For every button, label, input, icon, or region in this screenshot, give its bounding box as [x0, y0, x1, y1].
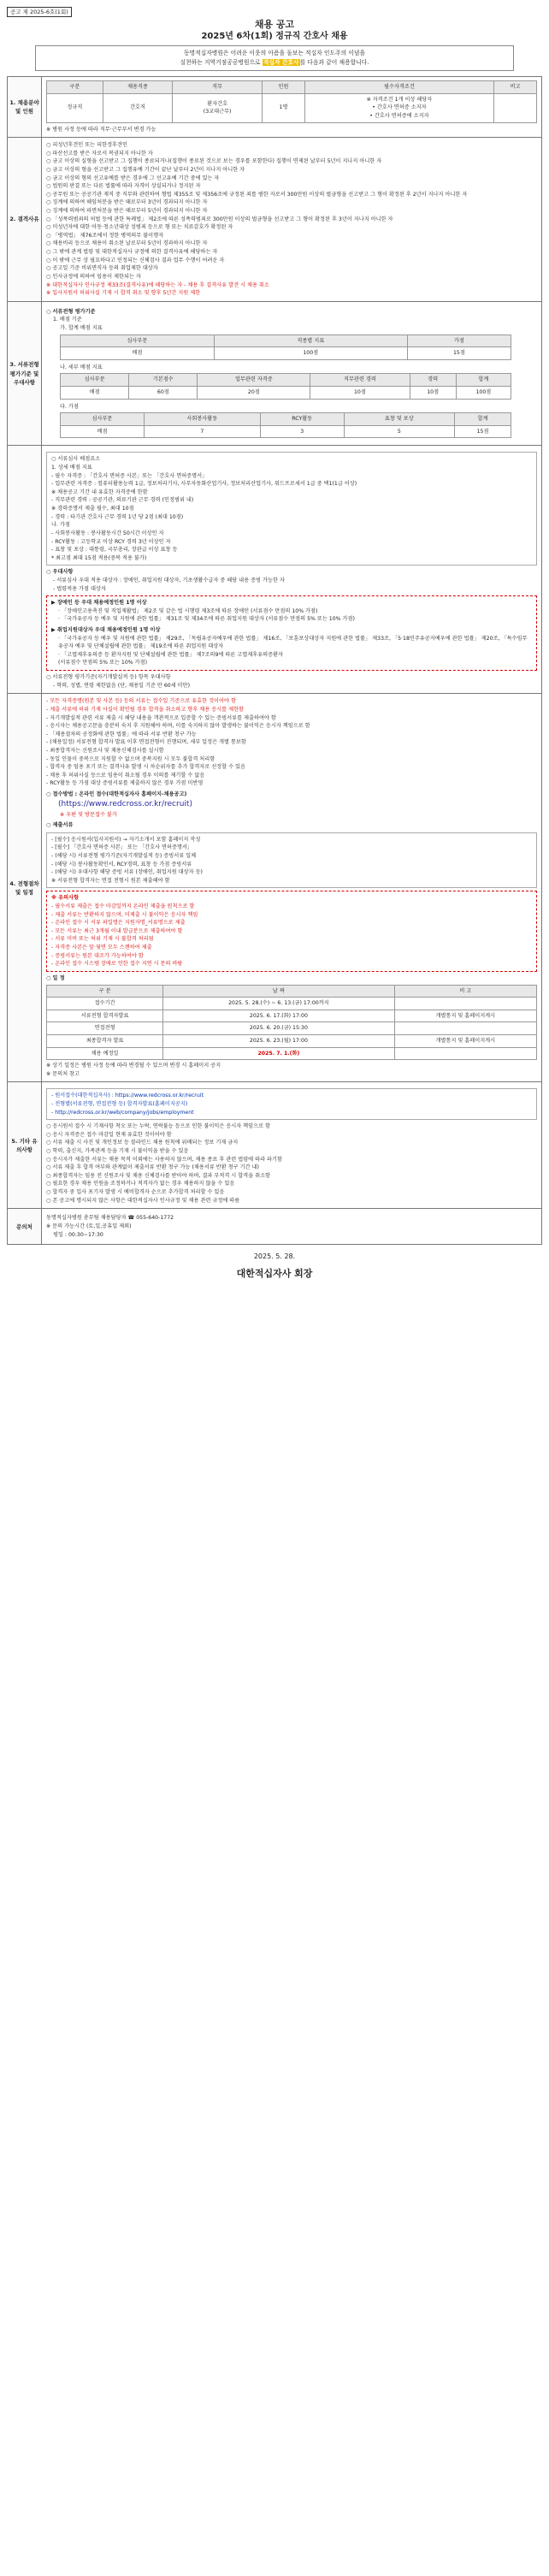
section-label: 문의처 — [8, 1209, 42, 1244]
disqualification-item: ○ 피성년후견인 또는 피한정후견인 — [46, 142, 127, 149]
table-header-cell: 채용직종 — [103, 81, 173, 94]
intro-highlight: 적십자 간호사 — [263, 59, 299, 67]
table-header-cell: 인원 — [262, 81, 304, 94]
process-item: - 자기개발실적 관련 서류 제출 시 해당 내용을 객관적으로 입증할 수 있는 증빙서류를 제출하여야 함 — [46, 714, 276, 721]
schedule-row — [47, 998, 537, 1010]
intro-line2 — [41, 58, 508, 68]
link-item: - 전형별(서류전형, 면접전형 등) 합격자발표(홈페이지공지) — [51, 1100, 188, 1107]
table-header-cell: 가점 — [407, 335, 511, 347]
table-header-cell: 기본점수 — [129, 374, 198, 387]
section-label: 3. 서류전형 평가기준 및 우대사항 — [8, 302, 42, 446]
submit-item: - [필수] 응시원서(입사지원서) → 자기소개서 포함 홈페이지 작성 — [51, 836, 201, 843]
notes-item: ○ 응시자가 제출한 서류는 채용 목적 이외에는 사용하지 않으며, 채용 종료 후 관련 법령에 따라 파기함 — [46, 1156, 282, 1163]
table-cell: 100점 — [456, 387, 511, 400]
schedule-header-cell: 구 분 — [47, 985, 163, 998]
eval-table-detail — [60, 373, 511, 399]
table-header-cell: 구분 — [47, 81, 103, 94]
eval-sub1: 1. 배점 기준 — [53, 317, 82, 323]
process-red-item: - 제출 서류에 허위 기재 사실이 확인될 경우 합격을 취소하고 향후 채용 응시를 제한함 — [46, 706, 245, 713]
table-cell: 60점 — [129, 387, 198, 400]
link-item: - 원서접수(대한적십자사) : https://www.redcross.or.kr/recruit — [51, 1093, 204, 1099]
apply-note: ※ 우편 및 방문접수 불가 — [60, 811, 117, 818]
eval-detail-item: - 사회봉사활동 : 봉사활동시간 50시간 이상인 자 — [51, 530, 164, 536]
disqualification-item: ○ 법원의 판결 또는 다른 법률에 따라 자격이 상실되거나 정지된 자 — [46, 183, 201, 190]
submit-box — [46, 832, 537, 889]
intro-box — [35, 45, 514, 71]
intro-line2-post: 를 다음과 같이 채용합니다. — [299, 59, 369, 67]
warning-item: - 서류 미비 또는 허위 기재 시 불합격 처리됨 — [51, 936, 154, 943]
disqualification-item: ○ 금고 이상의 형의 선고유예를 받은 경우에 그 선고유예 기간 중에 있는 자 — [46, 175, 220, 181]
disqualification-item: ○ 징계에 의하여 해임처분을 받은 때로부터 3년이 경과되지 아니한 자 — [46, 199, 208, 206]
pref-sub1-item: · 「국가유공자 등 예우 및 지원에 관한 법률」 제31조 및 제34조에 따른 취업지원 대상자 (서류점수 만점의 5% 또는 10% 가점) — [58, 616, 355, 623]
schedule-cell: 접수기간 — [47, 998, 163, 1010]
apply-head: ○ 접수방법 : 온라인 접수(대한적십자사 홈페이지-채용공고) — [46, 791, 187, 797]
section-recruit — [7, 76, 542, 138]
disqualification-item: ○ 인사규정에 의하여 임용이 제한되는 자 — [46, 273, 141, 280]
process-red-item: - 모든 자격증명(원본 및 사본 등) 등의 서류는 접수일 기준으로 유효한 것이어야 함 — [46, 698, 236, 705]
schedule-header-cell: 날 짜 — [163, 985, 394, 998]
footer-date: 2025. 5. 28. — [253, 1252, 296, 1261]
submit-item: - [필수] 「간호사 면허증 사본」 또는 「간호사 면허증명서」 — [51, 844, 193, 851]
table-cell: 3 — [260, 425, 344, 438]
submit-head: ○ 제출서류 — [46, 822, 74, 829]
table-cell: 15점 — [454, 425, 511, 438]
schedule-row — [47, 1034, 537, 1047]
warning-item: - 증빙서류는 원본 대조가 가능하여야 함 — [51, 952, 144, 959]
page-subtitle: 2025년 6차(1회) 정규직 간호사 채용 — [201, 32, 348, 42]
table-cell: 5 — [344, 425, 454, 438]
section-label: 5. 기타 유의사항 — [8, 1082, 42, 1208]
table-cell: 1명 — [262, 93, 304, 122]
disqualification-item: ○ 그 밖에 관계 법령 및 대한적십자사 규정에 의한 결격사유에 해당하는 자 — [46, 249, 218, 256]
schedule-note: ※ 문의처 참고 — [46, 1070, 80, 1077]
warning-item: - 온라인 접수 시스템 장애로 인한 접수 지연 시 문의 바람 — [51, 961, 183, 968]
eval-detail-item: 나. 가점 — [51, 522, 70, 529]
process-item: - 응시자는 채용공고문을 충분히 숙지 후 지원해야 하며, 이를 숙지하지 않아 발생하는 불이익은 응시자 책임으로 함 — [46, 723, 310, 730]
notes-item: ○ 최종합격자는 임용 전 신원조사 및 채용 신체검사를 받아야 하며, 결과 부적격 시 합격을 취소함 — [46, 1172, 271, 1179]
eval-detail-item: * 최고점 최대 15점 적용(중복 적용 불가) — [51, 554, 147, 561]
pref-sub2-item: · 「국가유공자 등 예우 및 지원에 관한 법률」 제29조, 「독립유공자예우에 관한 법률」 제16조, 「보훈보상대상자 지원에 관한 법률」 제33조, 「5·18민주유공자예우에 관한 법률」 제20조, 「특수임무유공자 예우 및 단체설립에 관한 법률」 제19조에 따른 취업지원 대상자 — [58, 635, 528, 650]
contact-line3: 평일 : 00:30~17:30 — [53, 1231, 103, 1238]
recruit-table — [46, 80, 537, 122]
disqualification-item: ○ 파산선고를 받은 자로서 복권되지 아니한 자 — [46, 150, 153, 157]
eval-sub1a: 가. 합계 배점 지표 — [60, 324, 103, 331]
warning-item: - 모든 서류는 최근 3개월 이내 발급분으로 제출하여야 함 — [51, 927, 183, 934]
pref-sub1: ▶ 장애인 등 우대 채용예정인원 1명 이상 — [51, 600, 147, 607]
notes-item: ○ 응시원서 접수 시 기재사항 착오 또는 누락, 연락불능 등으로 인한 불이익은 응시자 책임으로 함 — [46, 1123, 271, 1130]
pref-head: ○ 우대사항 — [46, 569, 74, 576]
table-header-cell: 심사부문 — [61, 335, 215, 347]
table-cell: ※ 자격조건 1개 이상 해당자 • 간호사 면허증 소지자 • 간호사 면허증에 소지자 — [305, 93, 494, 122]
table-cell: 배점 — [61, 347, 215, 360]
pref-item: - 법령적용 가점 대상자 — [53, 585, 106, 592]
table-header-cell: 업무관련 자격증 — [198, 374, 310, 387]
warning-item: - 자격증 사본은 앞·뒷면 모두 스캔하여 제출 — [51, 945, 152, 951]
schedule-cell: 2025. 7. 1.(화) — [163, 1047, 394, 1060]
recruit-note: ※ 병원 사정 등에 따라 직무·근무부서 변경 가능 — [46, 126, 156, 133]
pref-item: - 서류심사 우대 적용 대상자 : 장애인, 취업지원 대상자, 기초생활수급자 중 해당 내용 증빙 가능한 자 — [53, 577, 285, 583]
pref-sub2: ▶ 취업지원대상자 우대 채용예정인원 1명 이상 — [51, 627, 161, 634]
eval-detail-item: - 경력 : 타기관 간호사 근무 경력 1년 당 2점 (최대 10점) — [51, 513, 184, 520]
notes-item: ○ 본 공고에 명시되지 않은 사항은 대한적십자사 인사규정 및 채용 관련 규정에 따름 — [46, 1197, 240, 1204]
table-header-cell: 비고 — [493, 81, 536, 94]
schedule-head: ○ 일 정 — [46, 974, 65, 981]
eval-detail-item: - RCY활동 : 고등학교 이상 RCY 경력 3년 이상인 자 — [51, 538, 171, 545]
warning-item: - 제출 서류는 반환하지 않으며, 미제출 시 불이익은 응시자 책임 — [51, 911, 198, 918]
notice-number: 공고 제 2025-6호(1회) — [7, 7, 72, 17]
notes-item: ○ 합격자 중 입사 포기자 발생 시 예비합격자 순으로 추가합격 처리할 수 있음 — [46, 1189, 225, 1196]
eval-head: ○ 서류전형 평가기준 — [46, 308, 96, 315]
eval-table-total — [60, 335, 511, 360]
disqualification-note: ※ 입사지원서 허위사실 기재 시 합격 취소 및 향후 5년간 지원 제한 — [46, 290, 201, 297]
submit-item: - (해당 시) 우대사항 해당 증빙 서류 (장애인, 취업지원 대상자 등) — [51, 869, 203, 876]
schedule-cell: 2025. 6. 23.(월) 17:00 — [163, 1034, 394, 1047]
warning-box — [46, 891, 537, 971]
table-header-cell: 필수자격조건 — [305, 81, 494, 94]
notes-item: ○ 서류 제출 시 사진 및 개인정보 등 블라인드 채용 원칙에 위배되는 정보 기재 금지 — [46, 1140, 239, 1146]
eval-detail-item: ○ 서류심사 배점요소 — [51, 456, 101, 463]
disqualification-item: ○ 징계에 의하여 파면처분을 받은 때로부터 5년이 경과되지 아니한 자 — [46, 208, 208, 215]
table-cell: 15점 — [407, 347, 511, 360]
section-evaluation-detail — [7, 446, 542, 694]
submit-item: - (해당 시) 봉사활동확인서, RCY경력, 표창 등 가점 증빙서류 — [51, 861, 192, 868]
schedule-cell: 서류전형 합격자발표 — [47, 1010, 163, 1022]
schedule-cell — [394, 998, 536, 1010]
process-item: - (채용일정) 서류전형 합격자 발표 이후 면접전형이 진행되며, 세부 일정은 개별 통보함 — [46, 739, 246, 746]
table-cell: 7 — [144, 425, 260, 438]
eval-detail-item: 1. 상세 배점 지표 — [51, 465, 92, 471]
table-cell: 100점 — [214, 347, 407, 360]
warning-item: - 필수서류 제출은 접수 마감일까지 온라인 제출을 원칙으로 함 — [51, 903, 195, 910]
eval-detail-item: ※ 채용공고 기간 내 유효한 자격증에 한함 — [51, 489, 148, 495]
table-cell: 배점 — [61, 387, 129, 400]
disqualification-item: ○ 공고일 기준 비위면직자 등의 취업제한 대상자 — [46, 265, 158, 272]
pref-sub2-item: · 「고엽제후유의증 등 환자지원 및 단체설립에 관한 법률」 제7조의9에 따른 고엽제후유의증환자 — [58, 651, 284, 658]
section-contact — [7, 1209, 542, 1245]
process-item: - 채용 후 허위사실 등으로 임용이 취소될 경우 이의를 제기할 수 없음 — [46, 772, 205, 779]
warning-item: - 온라인 접수 시 서류 파일명은 지원자명_서류명으로 제출 — [51, 920, 186, 927]
eval-sub1b: 나. 세부 배점 지표 — [60, 364, 103, 370]
schedule-note: ※ 상기 일정은 병원 사정 등에 따라 변경될 수 있으며 변경 시 홈페이지 공지 — [46, 1063, 221, 1069]
disqualification-item: ○ 채용비리 등으로 채용이 취소된 날로부터 5년이 경과하지 아니한 자 — [46, 240, 208, 247]
eval-detail-item: ※ 경력증명서 제출 필수, 최대 10점 — [51, 506, 134, 512]
table-header-cell: 표창 및 포상 — [344, 413, 454, 426]
table-header-cell: 직무관련 경력 — [310, 374, 410, 387]
intro-line1: 동명적십자병원은 어려운 이웃의 아픔을 돌보는 적십자 인도주의 이념을 — [183, 50, 366, 57]
disqualification-item: ○ 「성폭력범죄의 처벌 등에 관한 특례법」 제2조에 따른 성폭력범죄로 300만원 이상의 벌금형을 선고받고 그 형이 확정된 후 3년이 지나지 아니한 자 — [46, 216, 393, 222]
eval-detail-item: - 표창 및 포상 : 대통령, 국무총리, 장관급 이상 표창 등 — [51, 547, 178, 554]
schedule-cell — [394, 1047, 536, 1060]
eval-sub1c: 다. 가점 — [60, 403, 79, 410]
table-cell: 정규직 — [47, 93, 103, 122]
section-label: 4. 전형절차 및 일정 — [8, 694, 42, 1081]
section-evaluation — [7, 302, 542, 447]
table-header-cell: 심사부문 — [61, 374, 129, 387]
submit-item: - (해당 시) 서류전형 평가기준(자기개발실적 등) 증빙서류 일체 — [51, 852, 197, 859]
pref-list — [46, 577, 537, 593]
contact-line2: ※ 문의 가능시간 (토,일,공휴일 제외) — [46, 1223, 132, 1229]
schedule-cell — [394, 1022, 536, 1035]
intro-line2-pre: 실천하는 지역거점공공병원으로 — [180, 59, 261, 67]
contact-line1: 동명적십자병원 총무팀 채용담당자 ☎ 055-640-1772 — [46, 1215, 174, 1222]
schedule-cell: 채용 예정일 — [47, 1047, 163, 1060]
schedule-row — [47, 1022, 537, 1035]
schedule-table — [46, 985, 537, 1061]
notes-item: ○ 응시 자격증은 접수 마감일 현재 유효한 것이어야 함 — [46, 1131, 172, 1138]
eval-detail-item: - 업무관련 자격증 : 컴퓨터활용능력 1급, 정보처리기사, 사무자동화산업기사, 정보처리산업기사, 워드프로세서 1급 중 택1(1급 이상) — [51, 481, 357, 488]
table-header-cell: 직종별 지표 — [214, 335, 407, 347]
schedule-cell: 2025. 6. 20.(금) 15:30 — [163, 1022, 394, 1035]
schedule-cell: 2025. 6. 17.(화) 17:00 — [163, 1010, 394, 1022]
schedule-row — [47, 1047, 537, 1060]
schedule-header-cell: 비 고 — [394, 985, 536, 998]
table-cell: 10점 — [310, 387, 410, 400]
footer-org: 대한적십자사 회장 — [236, 1267, 313, 1279]
table-cell: 20점 — [198, 387, 310, 400]
schedule-cell: 최종합격자 발표 — [47, 1034, 163, 1047]
process-item: - 합격자 중 임용 포기 또는 결격사유 발생 시 차순위자를 추가 합격자로 선정할 수 있음 — [46, 764, 245, 771]
table-cell: 간호직 — [103, 93, 173, 122]
section-process — [7, 694, 542, 1082]
table-cell: 환자간호 (3교대근무) — [173, 93, 263, 122]
section-label: 1. 채용분야 및 인원 — [8, 77, 42, 137]
eval-detail-box — [46, 452, 537, 566]
notes-item: ○ 서류 제출 후 합격 여부와 관계없이 제출서류 반환 청구 가능 (채용서류 반환 청구 기간 내) — [46, 1164, 259, 1171]
process-item: - RCY활동 등 가점 대상 증빙서류를 제출하지 않은 경우 가점 미반영 — [46, 780, 204, 787]
page-title: 채용 공고 — [254, 19, 295, 31]
table-cell: 10점 — [410, 387, 456, 400]
table-header-cell: 심사부문 — [61, 413, 145, 426]
table-header-cell: 경력 — [410, 374, 456, 387]
pref-foot: ○ 서류전형 평가기준(자기개발실적 등) 항목 우대사항 — [46, 674, 171, 681]
disqualification-item: ○ 금고 이상의 형을 선고받고 그 집행유예 기간이 끝난 날부터 2년이 지나지 아니한 자 — [46, 166, 245, 173]
submit-item: ※ 서류전형 합격자는 면접 전형시 원본 제출해야 함 — [51, 877, 170, 884]
notes-item: ○ 필요한 경우 채용 인원을 조정하거나 적격자가 없는 경우 채용하지 않을 수 있음 — [46, 1181, 235, 1187]
schedule-cell: 2025. 5. 28.(수) ~ 6. 13.(금) 17:00까지 — [163, 998, 394, 1010]
pref-foot2: - 학력, 성별, 연령 제한없음 (단, 채용일 기준 만 60세 미만) — [53, 682, 191, 689]
schedule-row — [47, 1010, 537, 1022]
disqualification-note: ※ 대한적십자사 인사규정 제33조(결격사유)에 해당하는 자 - 채용 후 결격사유 발견 시 채용 취소 — [46, 281, 269, 288]
disqualification-item: ○ 금고 이상의 실형을 선고받고 그 집행이 종료되거나(집행이 종료된 것으로 보는 경우를 포함한다) 집행이 면제된 날부터 5년이 지나지 아니한 자 — [46, 158, 382, 165]
eval-table-bonus — [60, 412, 511, 438]
disqualification-item: ○ 「병역법」 제76조에서 정한 병역의무 불이행자 — [46, 232, 164, 239]
table-header-cell: 사회봉사활동 — [144, 413, 260, 426]
disqualification-item: ○ 미성년자에 대한 아동·청소년대상 성범죄 등으로 형 또는 치료감호가 확정된 자 — [46, 224, 233, 231]
process-item: - 동일 인물이 중복으로 지원할 수 없으며 중복지원 시 모두 불합격 처리함 — [46, 755, 215, 762]
link-item: - http://redcross.or.kr/web/company/jobs/employment — [51, 1109, 194, 1116]
pref-box — [46, 595, 537, 671]
disqualification-item: ○ 이 밖에 근무 상 필요하다고 인정되는 신체검사 결과 업무 수행이 어려운 자 — [46, 257, 225, 264]
notes-item: ○ 학력, 출신지, 가족관계 등을 기재 시 불이익을 받을 수 있음 — [46, 1148, 189, 1155]
table-header-cell: 합계 — [454, 413, 511, 426]
schedule-cell: 개별통지 및 홈페이지게시 — [394, 1010, 536, 1022]
schedule-cell: 개별통지 및 홈페이지게시 — [394, 1034, 536, 1047]
schedule-cell: 면접전형 — [47, 1022, 163, 1035]
table-cell — [493, 93, 536, 122]
pref-sub1-item: · 「장애인고용촉진 및 직업재활법」 제2조 및 같은 법 시행령 제3조에 따른 장애인 (서류점수 만점의 10% 가점) — [58, 607, 318, 614]
table-cell: 배점 — [61, 425, 145, 438]
eval-detail-item: - 직무관련 경력 : 공공기관, 의료기관 근무 경력 (인정범위 내) — [51, 497, 194, 504]
warning-head: ※ 유의사항 — [51, 895, 80, 902]
section-notes — [7, 1082, 542, 1209]
process-item: - 「채용절차의 공정화에 관한 법률」에 따라 서류 반환 청구 가능 — [46, 731, 197, 737]
process-item: - 최종합격자는 신원조사 및 채용신체검사를 실시함 — [46, 747, 164, 754]
table-header-cell: 합계 — [456, 374, 511, 387]
disqualification-item: ○ 공무원 또는 공공기관 재직 중 직무와 관련하여 형법 제355조 및 제356조에 규정된 죄를 범한 자로서 300만원 이상의 벌금형을 선고받고 그 형이 확정된 후 2년이 지나지 아니한 자 — [46, 191, 468, 198]
table-header-cell: 직무 — [173, 81, 263, 94]
table-header-cell: RCY활동 — [260, 413, 344, 426]
apply-url-link[interactable]: (https://www.redcross.or.kr/recruit) — [58, 799, 192, 808]
pref-sub2-item: (서류점수 만점의 5% 또는 10% 가점) — [58, 660, 147, 666]
section-label: 2. 결격사유 — [8, 138, 42, 301]
eval-detail-item: - 필수 자격증 : 「간호사 면허증 사본」또는 「간호사 면허증명서」 — [51, 472, 208, 479]
section-disqualification — [7, 138, 542, 302]
links-box — [46, 1088, 537, 1120]
